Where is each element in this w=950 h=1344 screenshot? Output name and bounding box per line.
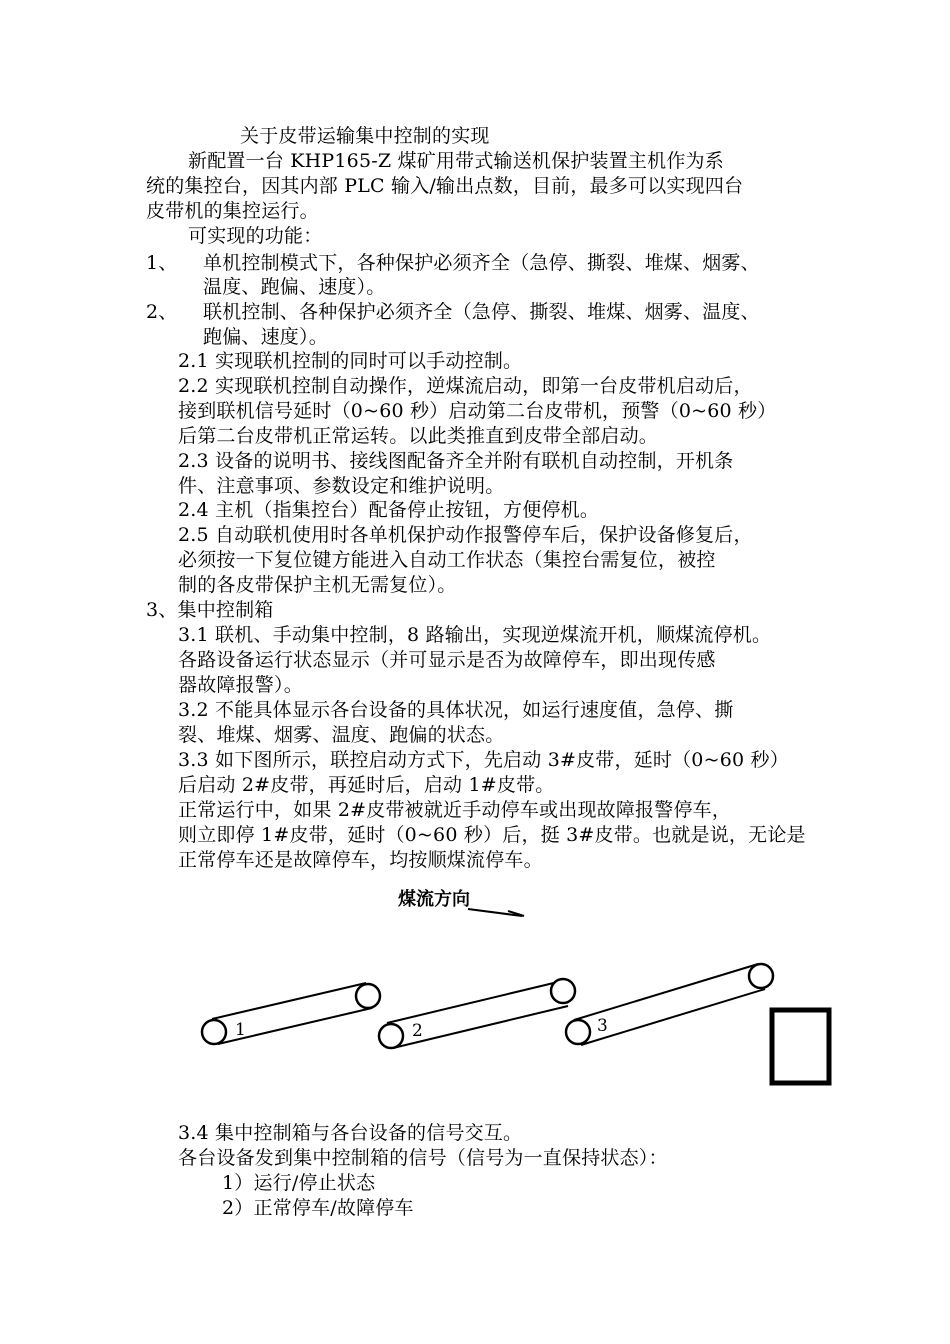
signal-item: 2）正常停车/故障停车 bbox=[222, 1197, 414, 1219]
belt-label: 3 bbox=[597, 1016, 608, 1036]
section-3-heading: 3、集中控制箱 bbox=[146, 599, 274, 621]
control-box-icon bbox=[772, 1010, 829, 1083]
text-line: 件、注意事项、参数设定和维护说明。 bbox=[178, 475, 505, 497]
text-line: 器故障报警）。 bbox=[178, 674, 303, 696]
page-title: 关于皮带运输集中控制的实现 bbox=[240, 125, 490, 147]
text-line: 3.2 不能具体显示各台设备的具体状况，如运行速度值，急停、撕 bbox=[178, 699, 734, 721]
text-line: 新配置一台 KHP165-Z 煤矿用带式输送机保护装置主机作为系 bbox=[188, 150, 724, 172]
section-3-4: 3.4 集中控制箱与各台设备的信号交互。 bbox=[178, 1122, 523, 1144]
text-line: 2.2 实现联机控制自动操作，逆煤流启动，即第一台皮带机启动后， bbox=[178, 375, 753, 397]
belt-3 bbox=[566, 964, 773, 1045]
text-line: 单机控制模式下，各种保护必须齐全（急停、撕裂、堆煤、烟雾、 bbox=[203, 252, 760, 274]
section-2-1: 2.1 实现联机控制的同时可以手动控制。 bbox=[178, 350, 523, 372]
text-line: 制的各皮带保护主机无需复位）。 bbox=[178, 574, 457, 596]
text-line: 3.3 如下图所示，联控启动方式下，先启动 3#皮带，延时（0~60 秒） bbox=[178, 749, 789, 771]
text-line: 接到联机信号延时（0~60 秒）启动第二台皮带机，预警（0~60 秒） bbox=[178, 400, 777, 422]
item-number: 2、 bbox=[146, 301, 178, 323]
text-line: 后启动 2#皮带，再延时后，启动 1#皮带。 bbox=[178, 774, 555, 796]
section-2-4: 2.4 主机（指集控台）配备停止按钮，方便停机。 bbox=[178, 499, 600, 521]
text-line: 2.3 设备的说明书、接线图配备齐全并附有联机自动控制，开机条 bbox=[178, 450, 734, 472]
text-line: 跑偏、速度）。 bbox=[203, 326, 328, 348]
text-line: 联机控制、各种保护必须齐全（急停、撕裂、堆煤、烟雾、温度、 bbox=[203, 301, 760, 323]
text-line: 后第二台皮带机正常运转。以此类推直到皮带全部启动。 bbox=[178, 425, 659, 447]
text-line: 统的集控台，因其内部 PLC 输入/输出点数，目前，最多可以实现四台 bbox=[146, 175, 744, 197]
text-line: 必须按一下复位键方能进入自动工作状态（集控台需复位，被控 bbox=[178, 549, 716, 571]
text-line: 皮带机的集控运行。 bbox=[146, 200, 319, 222]
conveyor-diagram bbox=[0, 880, 950, 1100]
text-line: 则立即停 1#皮带，延时（0~60 秒）后，挺 3#皮带。也就是说，无论是 bbox=[178, 824, 806, 846]
pulley-icon bbox=[749, 964, 773, 988]
item-number: 1、 bbox=[146, 252, 178, 274]
signal-item: 1）运行/停止状态 bbox=[222, 1172, 376, 1194]
belt-label: 2 bbox=[412, 1021, 423, 1041]
functions-label: 可实现的功能： bbox=[188, 225, 323, 247]
pulley-icon bbox=[356, 984, 380, 1008]
belt-2 bbox=[379, 979, 575, 1048]
pulley-icon bbox=[566, 1020, 590, 1044]
text-line: 裂、堆煤、烟雾、温度、跑偏的状态。 bbox=[178, 724, 505, 746]
text-line: 2.5 自动联机使用时各单机保护动作报警停车后，保护设备修复后， bbox=[178, 524, 753, 546]
text-line: 温度、跑偏、速度）。 bbox=[203, 276, 386, 298]
pulley-icon bbox=[379, 1024, 403, 1048]
pulley-icon bbox=[202, 1020, 226, 1044]
text-line: 各路设备运行状态显示（并可显示是否为故障停车，即出现传感 bbox=[178, 649, 716, 671]
pulley-icon bbox=[551, 979, 575, 1003]
belt-1 bbox=[202, 983, 380, 1044]
signals-intro: 各台设备发到集中控制箱的信号（信号为一直保持状态）： bbox=[178, 1147, 668, 1169]
belt-label: 1 bbox=[235, 1020, 246, 1040]
text-line: 正常停车还是故障停车，均按顺煤流停车。 bbox=[178, 849, 543, 871]
text-line: 3.1 联机、手动集中控制，8 路输出，实现逆煤流开机，顺煤流停机。 bbox=[178, 624, 772, 646]
flow-direction-caption: 煤流方向 bbox=[398, 889, 470, 910]
text-line: 正常运行中，如果 2#皮带被就近手动停车或出现故障报警停车， bbox=[178, 799, 732, 821]
